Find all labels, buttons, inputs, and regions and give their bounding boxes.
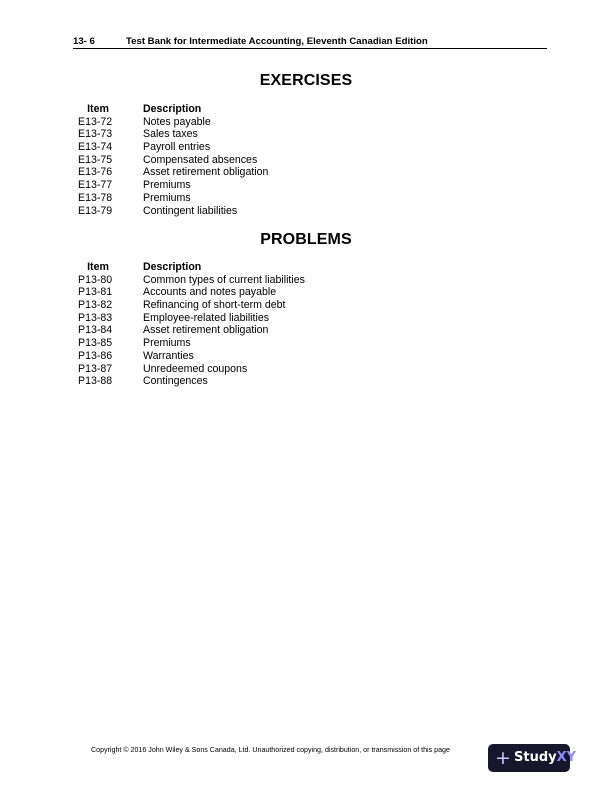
copyright-notice: Copyright © 2016 John Wiley & Sons Canada, Ltd. Unauthorized copying, distribution, or transmission of this page: [91, 746, 450, 754]
item-description: Payroll entries: [143, 141, 211, 154]
item-description: Common types of current liabilities: [143, 273, 305, 286]
item-code: E13-75: [78, 153, 113, 166]
item-code: E13-72: [78, 115, 113, 128]
item-code: P13-84: [78, 324, 113, 337]
item-code: P13-86: [78, 349, 113, 362]
item-code: E13-79: [78, 204, 113, 217]
item-description: Employee-related liabilities: [143, 311, 270, 324]
item-code: E13-76: [78, 166, 113, 179]
item-description: Asset retirement obligation: [143, 166, 269, 179]
item-description: Notes payable: [143, 115, 211, 128]
item-code: P13-87: [78, 362, 113, 375]
studyxy-logo: StudyXY: [514, 750, 577, 765]
item-description: Contingent liabilities: [143, 204, 238, 217]
description-column-header: Description: [143, 261, 202, 273]
studyxy-badge[interactable]: [488, 744, 577, 772]
item-column-header: Item: [87, 261, 109, 273]
plus-icon: +: [495, 747, 511, 769]
page-number: 13- 6: [73, 36, 95, 47]
problems-heading: PROBLEMS: [260, 231, 352, 248]
item-description: Compensated absences: [143, 153, 258, 166]
running-header: [73, 34, 547, 49]
item-code: P13-80: [78, 273, 113, 286]
item-description: Refinancing of short-term debt: [143, 299, 286, 312]
item-code: P13-83: [78, 311, 113, 324]
item-description: Contingences: [143, 375, 208, 388]
item-code: P13-81: [78, 286, 113, 299]
item-code: P13-85: [78, 337, 113, 350]
item-description: Sales taxes: [143, 128, 198, 141]
item-description: Premiums: [143, 191, 191, 204]
item-description: Warranties: [143, 349, 194, 362]
item-code: P13-82: [78, 299, 113, 312]
item-code: P13-88: [78, 375, 113, 388]
item-description: Premiums: [143, 179, 191, 192]
item-code: E13-73: [78, 128, 113, 141]
exercises-heading: EXERCISES: [259, 72, 353, 89]
item-column-header: Item: [87, 103, 109, 115]
item-description: Unredeemed coupons: [143, 362, 248, 375]
item-description: Accounts and notes payable: [143, 286, 277, 299]
item-code: E13-78: [78, 191, 113, 204]
item-code: E13-74: [78, 141, 113, 154]
item-description: Premiums: [143, 337, 191, 350]
book-title: Test Bank for Intermediate Accounting, Eleventh Canadian Edition: [126, 36, 428, 47]
description-column-header: Description: [143, 103, 202, 115]
item-description: Asset retirement obligation: [143, 324, 269, 337]
item-code: E13-77: [78, 179, 113, 192]
